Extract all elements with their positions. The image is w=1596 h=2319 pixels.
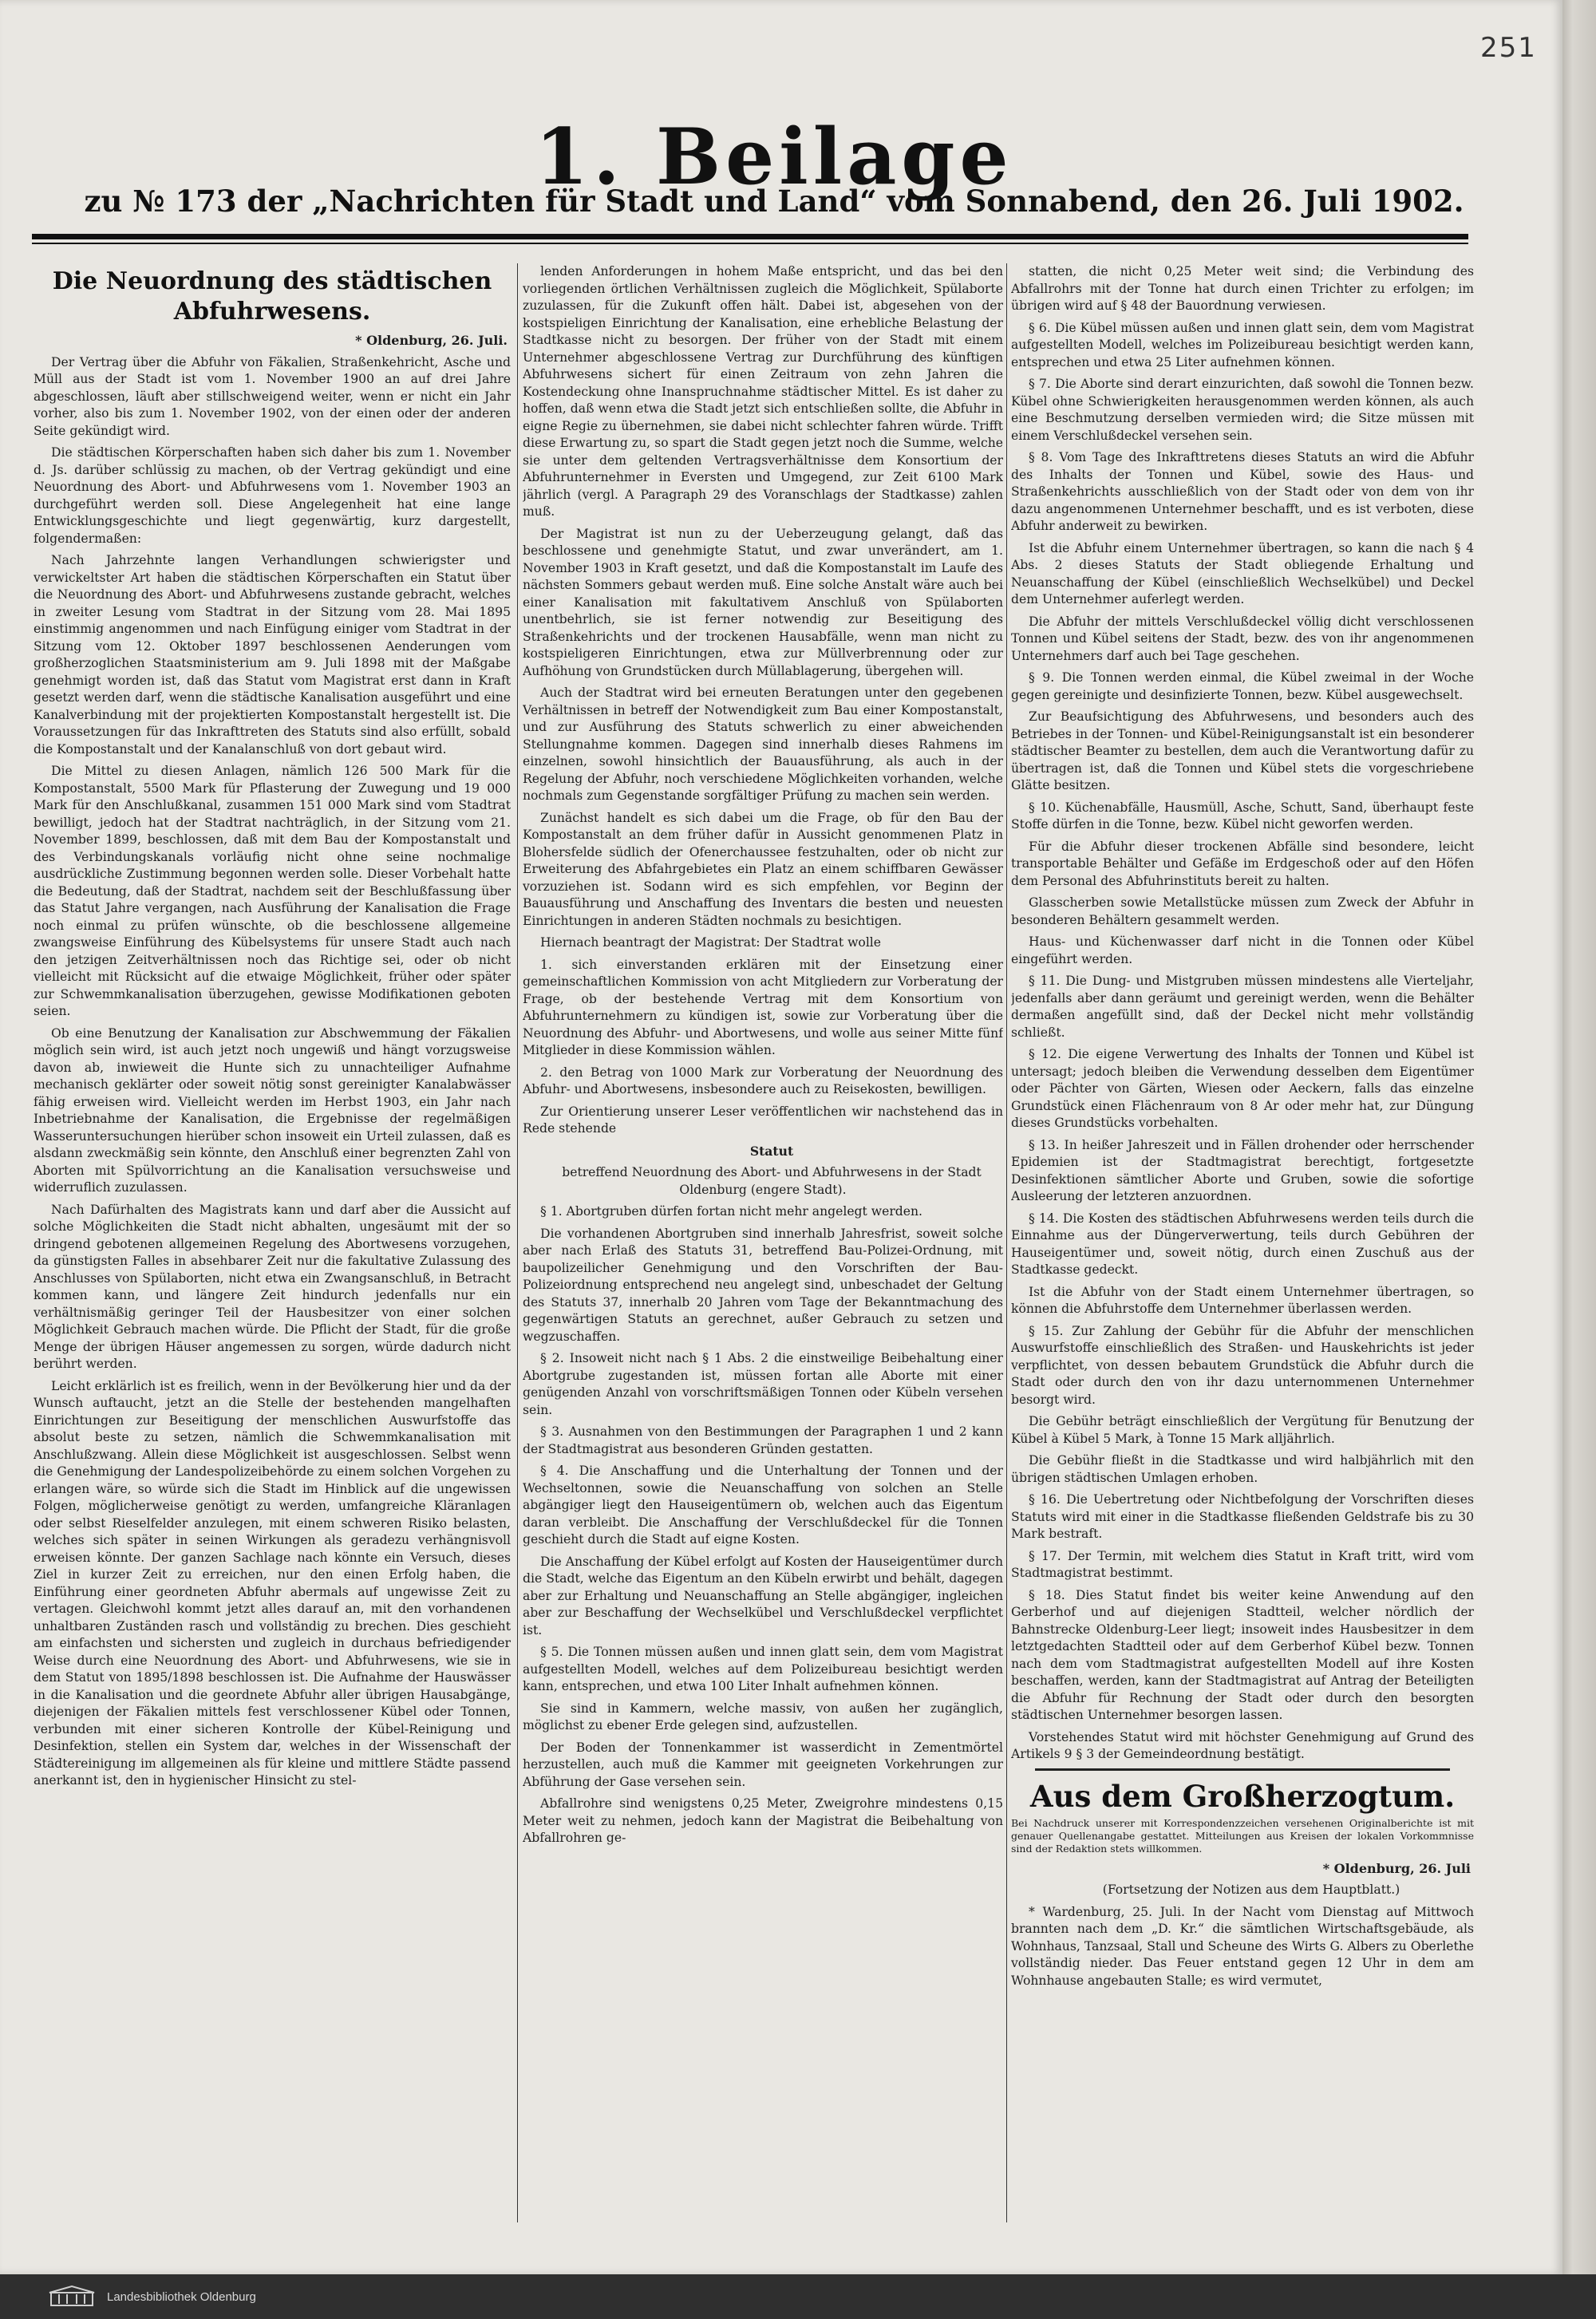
paragraph: 1. sich einverstanden erklären mit der Einsetzung einer gemeinschaftlichen Kommission von acht Mitgliedern zur Vorberatung der Frage, ob der bestehende Vertrag mit dem Konsortium von Abfuhrunternehmern zu kündigen ist, sowie zur Vorberatung über die Neuordnung des Abfuhr- und Abortwesens, und wolle aus seiner Mitte fünf Mitglieder in diese Kommission wählen. (523, 957, 1003, 1057)
paragraph: § 13. In heißer Jahreszeit und in Fällen drohender oder herrschender Epidemien ist der Stadtmagistrat berechtigt, fortgesetzte Desinfektionen sämtlicher Aborte und Gruben, sowie die sofortige Ausleerung der letzteren anzuordnen. (1011, 1137, 1474, 1203)
section-dateline: * Oldenburg, 26. Juli (1322, 1860, 1471, 1876)
column-1 (34, 263, 511, 2234)
paragraph: Haus- und Küchenwasser darf nicht in die Tonnen oder Kübel eingeführt werden. (1011, 934, 1474, 966)
paragraph: § 5. Die Tonnen müssen außen und innen glatt sein, dem vom Magistrat aufgestellten Modell, welches auf dem Polizeibureau besichtigt werden kann, entsprechen, und etwa 100 Liter Inhalt aufnehmen können. (523, 1645, 1003, 1693)
header-rule-thick (32, 234, 1468, 239)
paragraph: Zur Beaufsichtigung des Abfuhrwesens, und besonders auch des Betriebes in der Tonnen- und Kübel-Reinigungsanstalt ist ein besonderer städtischer Beamter zu bestellen, dem auch die Verantwortung dafür zu übertragen ist, daß die Tonnen und Kübel stets die vorgeschriebene Glätte besitzen. (1011, 709, 1474, 792)
page-number: 251 (1480, 32, 1537, 64)
paragraph: Die Abfuhr der mittels Verschlußdeckel völlig dicht verschlossenen Tonnen und Kübel seitens der Stadt, bezw. des von ihr angenommenen Unternehmers darf auch bei Tage geschehen. (1011, 614, 1474, 663)
paragraph: 2. den Betrag von 1000 Mark zur Vorberatung der Neuordnung des Abfuhr- und Abortwesens, insbesondere auch zu Reisekosten, bewilligen. (523, 1065, 1003, 1096)
paragraph: Die Anschaffung der Kübel erfolgt auf Kosten der Hauseigentümer durch die Stadt, welche das Eigentum an den Kübeln erwirbt und behält, dagegen aber zur Erhaltung und Neuanschaffung an Stelle abgängiger, ingleichen aber zur Beschaffung der Wechselkübel und Verschlußdeckel verpflichtet ist. (523, 1554, 1003, 1638)
paragraph: Die Mittel zu diesen Anlagen, nämlich 126 500 Mark für die Kompostanstalt, 5500 Mark für Pflasterung der Zuwegung und 19 000 Mark für den Anschlußkanal, zusammen 151 000 Mark sind vom Stadtrat bewilligt, jedoch hat der Stadtrat nachträglich, in der Sitzung vom 21. November 1899, beschlossen, daß mit dem Bau der Kompostanstalt und des Verbindungskanals vorläufig nicht ohne seine nochmalige ausdrückliche Zustimmung begonnen werden solle. Dieser Vorbehalt hatte die Bedeutung, daß der Stadtrat, nachdem seit der Beschlußfassung über das Statut Jahre vergangen, nach Ausführung der Kanalisation die Frage noch einmal zu prüfen wünschte, ob die beschlossene allgemeine zwangsweise Einführung des Kübelsystems für unsere Stadt auch nach den jetzigen Zeitverhältnissen noch das Richtige sei, oder ob nicht vielleicht mit Rücksicht auf die etwaige Möglichkeit, früher oder später zur Schwemmkanalisation überzugehen, gewisse Modifikationen geboten seien. (34, 764, 511, 1018)
paragraph: § 18. Dies Statut findet bis weiter keine Anwendung auf den Gerberhof und auf diejenigen Stadtteil, welcher nördlich der Bahnstrecke Oldenburg-Leer liegt; insoweit indes Hausbesitzer in dem letztgedachten Stadtteil oder auf dem Gerberhof Kübel bezw. Tonnen nach dem vom Stadtmagistrat aufgestellten Modell auf ihre Kosten beschaffen, werden, kann der Stadtmagistrat auf Antrag der Beteiligten die Abfuhr für Rechnung der Stadt oder durch den besorgten städtischen Unternehmer besorgen lassen. (1011, 1587, 1474, 1722)
paragraph: § 17. Der Termin, mit welchem dies Statut in Kraft tritt, wird vom Stadtmagistrat bestimmt. (1011, 1548, 1474, 1580)
statut-title: Statut (749, 1143, 794, 1159)
column-3 (1011, 263, 1474, 2234)
paragraph: § 16. Die Uebertretung oder Nichtbefolgung der Vorschriften dieses Statuts wird mit einer in die Stadtkasse fließenden Geldstrafe bis zu 30 Mark bestraft. (1011, 1492, 1474, 1541)
paragraph: Für die Abfuhr dieser trockenen Abfälle sind besondere, leicht transportable Behälter und Gefäße im Erdgeschoß oder auf den Höfen dem Personal des Abfuhrinstituts bereit zu halten. (1011, 839, 1474, 888)
paragraph: § 2. Insoweit nicht nach § 1 Abs. 2 die einstweilige Beibehaltung einer Abortgrube zugestanden ist, müssen fortan alle Aborte mit einer genügenden Anzahl von vorschriftsmäßigen Tonnen oder Kübeln versehen sein. (523, 1351, 1003, 1417)
article-body-continued (523, 263, 1003, 1138)
library-logo-icon (48, 2285, 96, 2309)
paragraph: § 3. Ausnahmen von den Bestimmungen der Paragraphen 1 und 2 kann der Stadtmagistrat aus besonderen Gründen gestatten. (523, 1424, 1003, 1456)
page-edge (1562, 0, 1596, 2274)
column-2 (523, 263, 1003, 2234)
paragraph: Nach Jahrzehnte langen Verhandlungen schwierigster und verwickeltster Art haben die städtischen Körperschaften ein Statut über die Neuordnung des Abort- und Abfuhrwesens zustande gebracht, welches in zweiter Lesung vom Stadtrat in der Sitzung vom 28. Mai 1895 einstimmig angenommen und nach Einfügung einiger vom Stadtrat in der Sitzung vom 12. Oktober 1897 beschlossenen Aenderungen vom großherzoglichen Staatsministerium am 9. Juli 1898 mit der Maßgabe genehmigt worden ist, daß das Statut vom Magistrat erst dann in Kraft gesetzt werden darf, wenn die städtische Kanalisation ausgeführt und eine Kanalverbindung mit der projektierten Kompostanstalt hergestellt ist. Die Voraussetzungen für das Inkrafttreten des Statuts sind also erfüllt, sobald die Kompostanstalt und der Kanalanschluß von dort gebaut wird. (34, 553, 511, 757)
paragraph: Ist die Abfuhr einem Unternehmer übertragen, so kann die nach § 4 Abs. 2 dieses Statuts der Stadt obliegende Erhaltung und Neuanschaffung der Kübel (einschließlich Wechselkübel) und Deckel dem Unternehmer auferlegt werden. (1011, 540, 1474, 606)
section-paragraph: * Wardenburg, 25. Juli. In der Nacht vom Dienstag auf Mittwoch brannten nach dem „D. Kr.“ die sämtlichen Wirtschaftsgebäude, als Wohnhaus, Tanzsaal, Stall und Scheune des Wirts G. Albers zu Oberlethe vollständig nieder. Das Feuer entstand gegen 12 Uhr in dem am Wohnhause angebauten Stalle; es wird vermutet, (1011, 1904, 1474, 1988)
column-divider (1006, 263, 1007, 2222)
statut-body-continued (1011, 263, 1474, 1764)
paragraph: Glasscherben sowie Metallstücke müssen zum Zweck der Abfuhr in besonderen Behältern gesammelt werden. (1011, 895, 1474, 927)
paragraph: Die Gebühr beträgt einschließlich der Vergütung für Benutzung der Kübel à Kübel 5 Mark, à Tonne 15 Mark alljährlich. (1011, 1414, 1474, 1446)
footer-bar (0, 2274, 1596, 2319)
paragraph: Auch der Stadtrat wird bei erneuten Beratungen unter den gegebenen Verhältnissen in betreff der Notwendigkeit zum Bau einer Kompostanstalt, und zur Ausführung des Statuts schwerlich zu einer abweichenden Stellungnahme kommen. Dagegen sind innerhalb dieses Rahmens im einzelnen, sowohl hinsichtlich der Bauausführung, als auch in der Regelung der Abfuhr, noch verschiedene Möglichkeiten vorhanden, welche nochmals zum Gegenstande sorgfältiger Prüfung zu machen sein werden. (523, 685, 1003, 803)
article-dateline: * Oldenburg, 26. Juli. (355, 333, 508, 348)
section-title: Aus dem Großherzogtum. (1029, 1778, 1456, 1814)
paragraph: Abfallrohre sind wenigstens 0,25 Meter, Zweigrohre mindestens 0,15 Meter weit zu nehmen, jedoch kann der Magistrat die Beibehaltung von Abfallrohren ge- (523, 1796, 1003, 1845)
paragraph: Zunächst handelt es sich dabei um die Frage, ob für den Bau der Kompostanstalt an dem früher dafür in Aussicht genommenen Platz in Blohersfelde südlich der Ofenerchaussee festzuhalten, oder ob nicht zur Erweiterung des Abfahrgebietes ein Platz an einem schiffbaren Gewässer vorzuziehen ist. Sodann wird es sich empfehlen, vor Beginn der Bauausführung und Anschaffung des Inventars die besten und neuesten Einrichtungen in anderen Städten nochmals zu besichtigen. (523, 810, 1003, 928)
paragraph: § 12. Die eigene Verwertung des Inhalts der Tonnen und Kübel ist untersagt; jedoch bleiben die Verwendung desselben dem Eigentümer oder Pächter von Gärten, Wiesen oder Aeckern, falls das einzelne Grundstück einen Flächenraum von 8 Ar oder mehr hat, zur Düngung dieses Grundstücks vorbehalten. (1011, 1047, 1474, 1130)
statut-body (523, 1203, 1003, 1847)
article-title: Die Neuordnung des städtischen Abfuhrwesens. (52, 267, 492, 326)
paragraph: § 10. Küchenabfälle, Hausmüll, Asche, Schutt, Sand, überhaupt feste Stoffe dürfen in die Tonne, bezw. Kübel nicht geworfen werden. (1011, 800, 1474, 832)
paragraph: § 14. Die Kosten des städtischen Abfuhrwesens werden teils durch die Einnahme aus der Düngerverwertung, teils durch Gebühren der Hauseigentümer und, soweit nötig, durch einen Zuschuß aus der Stadtkasse gedeckt. (1011, 1211, 1474, 1277)
paragraph: Sie sind in Kammern, welche massiv, von außen her zugänglich, möglichst zu ebener Erde gelegen sind, aufzustellen. (523, 1701, 1003, 1732)
paragraph: Nach Dafürhalten des Magistrats kann und darf aber die Aussicht auf solche Möglichkeiten die Stadt nicht abhalten, ungesäumt mit der so dringend gebotenen allgemeinen Regelung des Abortwesens vorzugehen, da günstigsten Falles in absehbarer Zeit nur die fakultative Zulassung des Anschlusses von Spülaborten, nicht etwa ein Zwangsanschluß, in Betracht kommen kann, und längere Zeit hindurch jedenfalls nur ein verhältnismäßig geringer Teil der Hausbesitzer von einer solchen Möglichkeit Gebrauch machen würde. Die Pflicht der Stadt, für die große Menge der übrigen Häuser angemessen zu sorgen, würde dadurch nicht berührt werden. (34, 1202, 511, 1371)
section-separator (1035, 1768, 1450, 1771)
header-rule-thin (32, 243, 1468, 244)
paragraph: Ist die Abfuhr von der Stadt einem Unternehmer übertragen, so können die Abfuhrstoffe dem Unternehmer überlassen werden. (1011, 1284, 1474, 1316)
paragraph: Zur Orientierung unserer Leser veröffentlichen wir nachstehend das in Rede stehende (523, 1104, 1003, 1136)
masthead-subtitle: zu № 173 der „Nachrichten für Stadt und Land“ vom Sonnabend, den 26. Juli 1902. (84, 184, 1464, 219)
paragraph: Der Boden der Tonnenkammer ist wasserdicht in Zementmörtel herzustellen, auch muß die Kammer mit geeigneten Vorkehrungen zur Abführung der Gase versehen sein. (523, 1740, 1003, 1789)
library-name: Landesbibliothek Oldenburg (107, 2289, 256, 2304)
paragraph: Die vorhandenen Abortgruben sind innerhalb Jahresfrist, soweit solche aber nach Erlaß des Statuts 31, betreffend Bau-Polizei-Ordnung, mit baupolizeilicher Genehmigung und den Vorschriften der Bau-Polizeiordnung entsprechend neu angelegt sind, unbeschadet der Geltung des Statuts 37, innerhalb 20 Jahren vom Tage der Bekanntmachung des gegenwärtigen Statuts an gerechnet, außer Gebrauch zu setzen und wegzuschaffen. (523, 1226, 1003, 1344)
paragraph: Vorstehendes Statut wird mit höchster Genehmigung auf Grund des Artikels 9 § 3 der Gemeindeordnung bestätigt. (1011, 1729, 1474, 1761)
paragraph: § 9. Die Tonnen werden einmal, die Kübel zweimal in der Woche gegen gereinigte und desinfizierte Tonnen, bezw. Kübel ausgewechselt. (1011, 670, 1474, 702)
paragraph: statten, die nicht 0,25 Meter weit sind; die Verbindung des Abfallrohrs mit der Tonne hat durch einen Trichter zu erfolgen; im übrigen wird auf § 48 der Bauordnung verwiesen. (1011, 264, 1474, 313)
paragraph: Hiernach beantragt der Magistrat: Der Stadtrat wolle (540, 935, 882, 950)
column-divider (517, 263, 518, 2222)
paragraph: § 7. Die Aborte sind derart einzurichten, daß sowohl die Tonnen bezw. Kübel ohne Schwierigkeiten herausgenommen werden können, als auch eine Beschmutzung derselben vermieden wird; die Sitze müssen mit einem Verschlußdeckel versehen sein. (1011, 377, 1474, 443)
paragraph: lenden Anforderungen in hohem Maße entspricht, und das bei den vorliegenden örtlichen Verhältnissen zugleich die Möglichkeit, Spülaborte zuzulassen, für die Zukunft offen hält. Dabei ist, abgesehen von der kostspieligen Einrichtung der Kanalisation, eine erhebliche Belastung der Stadtkasse nicht zu besorgen. Der früher von der Stadt mit einem Unternehmer abgeschlossene Vertrag zur Durchführung des künftigen Abfuhrwesens sichert für einen Zeitraum von zehn Jahren die Kostendeckung ohne Inanspruchnahme städtischer Mittel. Es ist daher zu hoffen, daß wenn etwa die Stadt jetzt sich entschließen sollte, die Abfuhr in eigne Regie zu übernehmen, sie dabei nicht schlechter fahren würde. Trifft diese Erwartung zu, so spart die Stadt gegen jetzt noch die Summe, welche sie unter dem geltenden Vertragsverhältnisse dem Konsortium der Abfuhrunternehmer in Eversten und Umgegend, zur Zeit 6100 Mark jährlich (vergl. A Paragraph 29 des Voranschlags der Stadtkasse) zahlen muß. (523, 264, 1003, 519)
paragraph: Die städtischen Körperschaften haben sich daher bis zum 1. November d. Js. darüber schlüssig zu machen, ob der Vertrag gekündigt und eine Neuordnung des Abort- und Abfuhrwesens vom 1. November 1903 an durchgeführt werden soll. Diese Angelegenheit hat eine lange Entwicklungsgeschichte und liegt gegenwärtig, kurz dargestellt, folgendermaßen: (34, 445, 511, 546)
paragraph: § 8. Vom Tage des Inkrafttretens dieses Statuts an wird die Abfuhr des Inhalts der Tonnen und Kübel, sowie des Haus- und Straßenkehrichts ausschließlich von der Stadt oder von dem von ihr dazu angenommenen Unternehmer beschafft, und es ist verboten, diese Abfuhr anderweit zu bewirken. (1011, 450, 1474, 533)
paragraph: Der Vertrag über die Abfuhr von Fäkalien, Straßenkehricht, Asche und Müll aus der Stadt ist vom 1. November 1900 an auf drei Jahre abgeschlossen, läuft aber stillschweigend weiter, wenn er nicht ein Jahr vorher, also bis zum 1. November 1902, von der einen oder der anderen Seite gekündigt wird. (34, 354, 511, 438)
article-body (34, 354, 511, 1790)
paragraph: § 1. Abortgruben dürfen fortan nicht mehr angelegt werden. (540, 1204, 922, 1219)
masthead-title: 1. Beilage (535, 112, 1013, 202)
section-subheading: (Fortsetzung der Notizen aus dem Hauptblatt.) (1102, 1882, 1400, 1897)
paragraph: Die Gebühr fließt in die Stadtkasse und wird halbjährlich mit den übrigen städtischen Umlagen erhoben. (1011, 1453, 1474, 1485)
paragraph: § 4. Die Anschaffung und die Unterhaltung der Tonnen und der Wechseltonnen, sowie die Neuanschaffung von solchen an Stelle abgängiger liegt den Hauseigentümern ob, welchen auch das Eigentum daran verbleibt. Die Anschaffung der Verschlußdeckel für die Tonnen geschieht durch die Stadt auf eigne Kosten. (523, 1464, 1003, 1547)
paragraph: Ob eine Benutzung der Kanalisation zur Abschwemmung der Fäkalien möglich sein wird, ist auch jetzt noch ungewiß und hängt vorzugsweise davon ab, inwieweit die Hunte sich zu unnachteiliger Aufnahme mechanisch geklärter oder soweit nötig sonst gereinigter Kanalabwässer fähig erweisen wird. Vielleicht werden im Herbst 1903, ein Jahr nach Inbetriebnahme der Kanalisation, die Ergebnisse der regelmäßigen Wasseruntersuchungen hierüber schon insoweit ein Urteil zulassen, daß es alsdann zweckmäßig sein könnte, den Anschluß einer begrenzten Zahl von Aborten mit Spülvorrichtung an die Kanalisation versuchsweise und widerruflich zuzulassen. (34, 1025, 511, 1195)
paragraph: Leicht erklärlich ist es freilich, wenn in der Bevölkerung hier und da der Wunsch auftaucht, jetzt an die Stelle der bestehenden mangelhaften Einrichtungen zur Beseitigung der menschlichen Auswurfstoffe das absolut beste zu setzen, nämlich die Schwemmkanalisation mit Anschlußzwang. Allein diese Möglichkeit ist ausgeschlossen. Selbst wenn die Genehmigung der Landespolizeibehörde zu einem solchen Vorgehen zu erlangen wäre, so würde sich die Stadt im Hinblick auf die ungewissen Folgen, möglicherweise genötigt zu werden, umfangreiche Kläranlagen oder selbst Rieselfelder anzulegen, mit einem schweren Risiko belasten, welches sich später in seinen Wirkungen als geradezu verhängnisvoll erweisen könnte. Der ganzen Sachlage nach könnte ein Versuch, dieses Ziel in kurzer Zeit zu erreichen, nur den einen Erfolg haben, die Einführung einer geordneten Abfuhr abermals auf ungewisse Zeit zu vertagen. Gleichwohl kommt jetzt alles darauf an, mit den vorhandenen unhaltbaren Zuständen rasch und vollständig zu brechen. Dies geschieht am einfachsten und sichersten und zugleich in durchaus befriedigender Weise durch eine Neuordnung des Abort- und Abfuhrwesens, wie sie in dem Statut von 1895/1898 beschlossen ist. Die Aufnahme der Hauswässer in die Kanalisation und die geordnete Abfuhr aller übrigen Hausabgänge, diejenigen der Fäkalien mittels fest verschlossener Kübel oder Tonnen, verbunden mit einer sicheren Kontrolle der Kübel-Reinigung und Desinfektion, stellen ein System dar, welches in der Wissenschaft der Städtereinigung im allgemeinen als für kleine und mittlere Städte passend anerkannt ist, den in hygienischer Hinsicht zu stel- (34, 1378, 511, 1788)
paragraph: § 6. Die Kübel müssen außen und innen glatt sein, dem vom Magistrat aufgestellten Modell, welches im Polizeibureau besichtigt werden kann, entsprechen und etwa 25 Liter aufnehmen können. (1011, 320, 1474, 369)
paragraph: Der Magistrat ist nun zu der Ueberzeugung gelangt, daß das beschlossene und genehmigte Statut, und zwar unverändert, am 1. November 1903 in Kraft gesetzt, und daß die Kompostanstalt im Laufe des nächsten Sommers gebaut werden muß. Eine solche Anstalt wäre auch bei einer Kanalisation mit fakultativem Anschluß von Spülaborten unentbehrlich, sie ist ferner notwendig zur Beseitigung des Straßenkehrichts und der trockenen Hausabfälle, wenn man nicht zu kostspieligeren Einrichtungen, etwa zur Müllverbrennung oder zur Aufhöhung von Grundstücken durch Müllablagerung, übergehen will. (523, 526, 1003, 678)
paragraph: § 15. Zur Zahlung der Gebühr für die Abfuhr der menschlichen Auswurfstoffe einschließlich des Straßen- und Hauskehrichts ist jeder verpflichtet, von dessen bebautem Grundstück die Abfuhr durch die Stadt oder durch den von ihr dazu unternommenen Unternehmer besorgt wird. (1011, 1323, 1474, 1407)
paragraph: § 11. Die Dung- und Mistgruben müssen mindestens alle Vierteljahr, jedenfalls aber dann geräumt und gereinigt werden, wenn die Behälter dermaßen angefüllt sind, daß der Deckel nicht mehr vollständig schließt. (1011, 974, 1474, 1040)
statut-subtitle: betreffend Neuordnung des Abort- und Abfuhrwesens in der Stadt Oldenburg (engere Stadt). (562, 1165, 982, 1197)
section-note: Bei Nachdruck unserer mit Korrespondenzzeichen versehenen Originalberichte ist mit genauer Quellenangabe gestattet. Mitteilungen aus Kreisen der lokalen Vorkommnisse sind der Redaktion stets willkommen. (1011, 1816, 1474, 1855)
